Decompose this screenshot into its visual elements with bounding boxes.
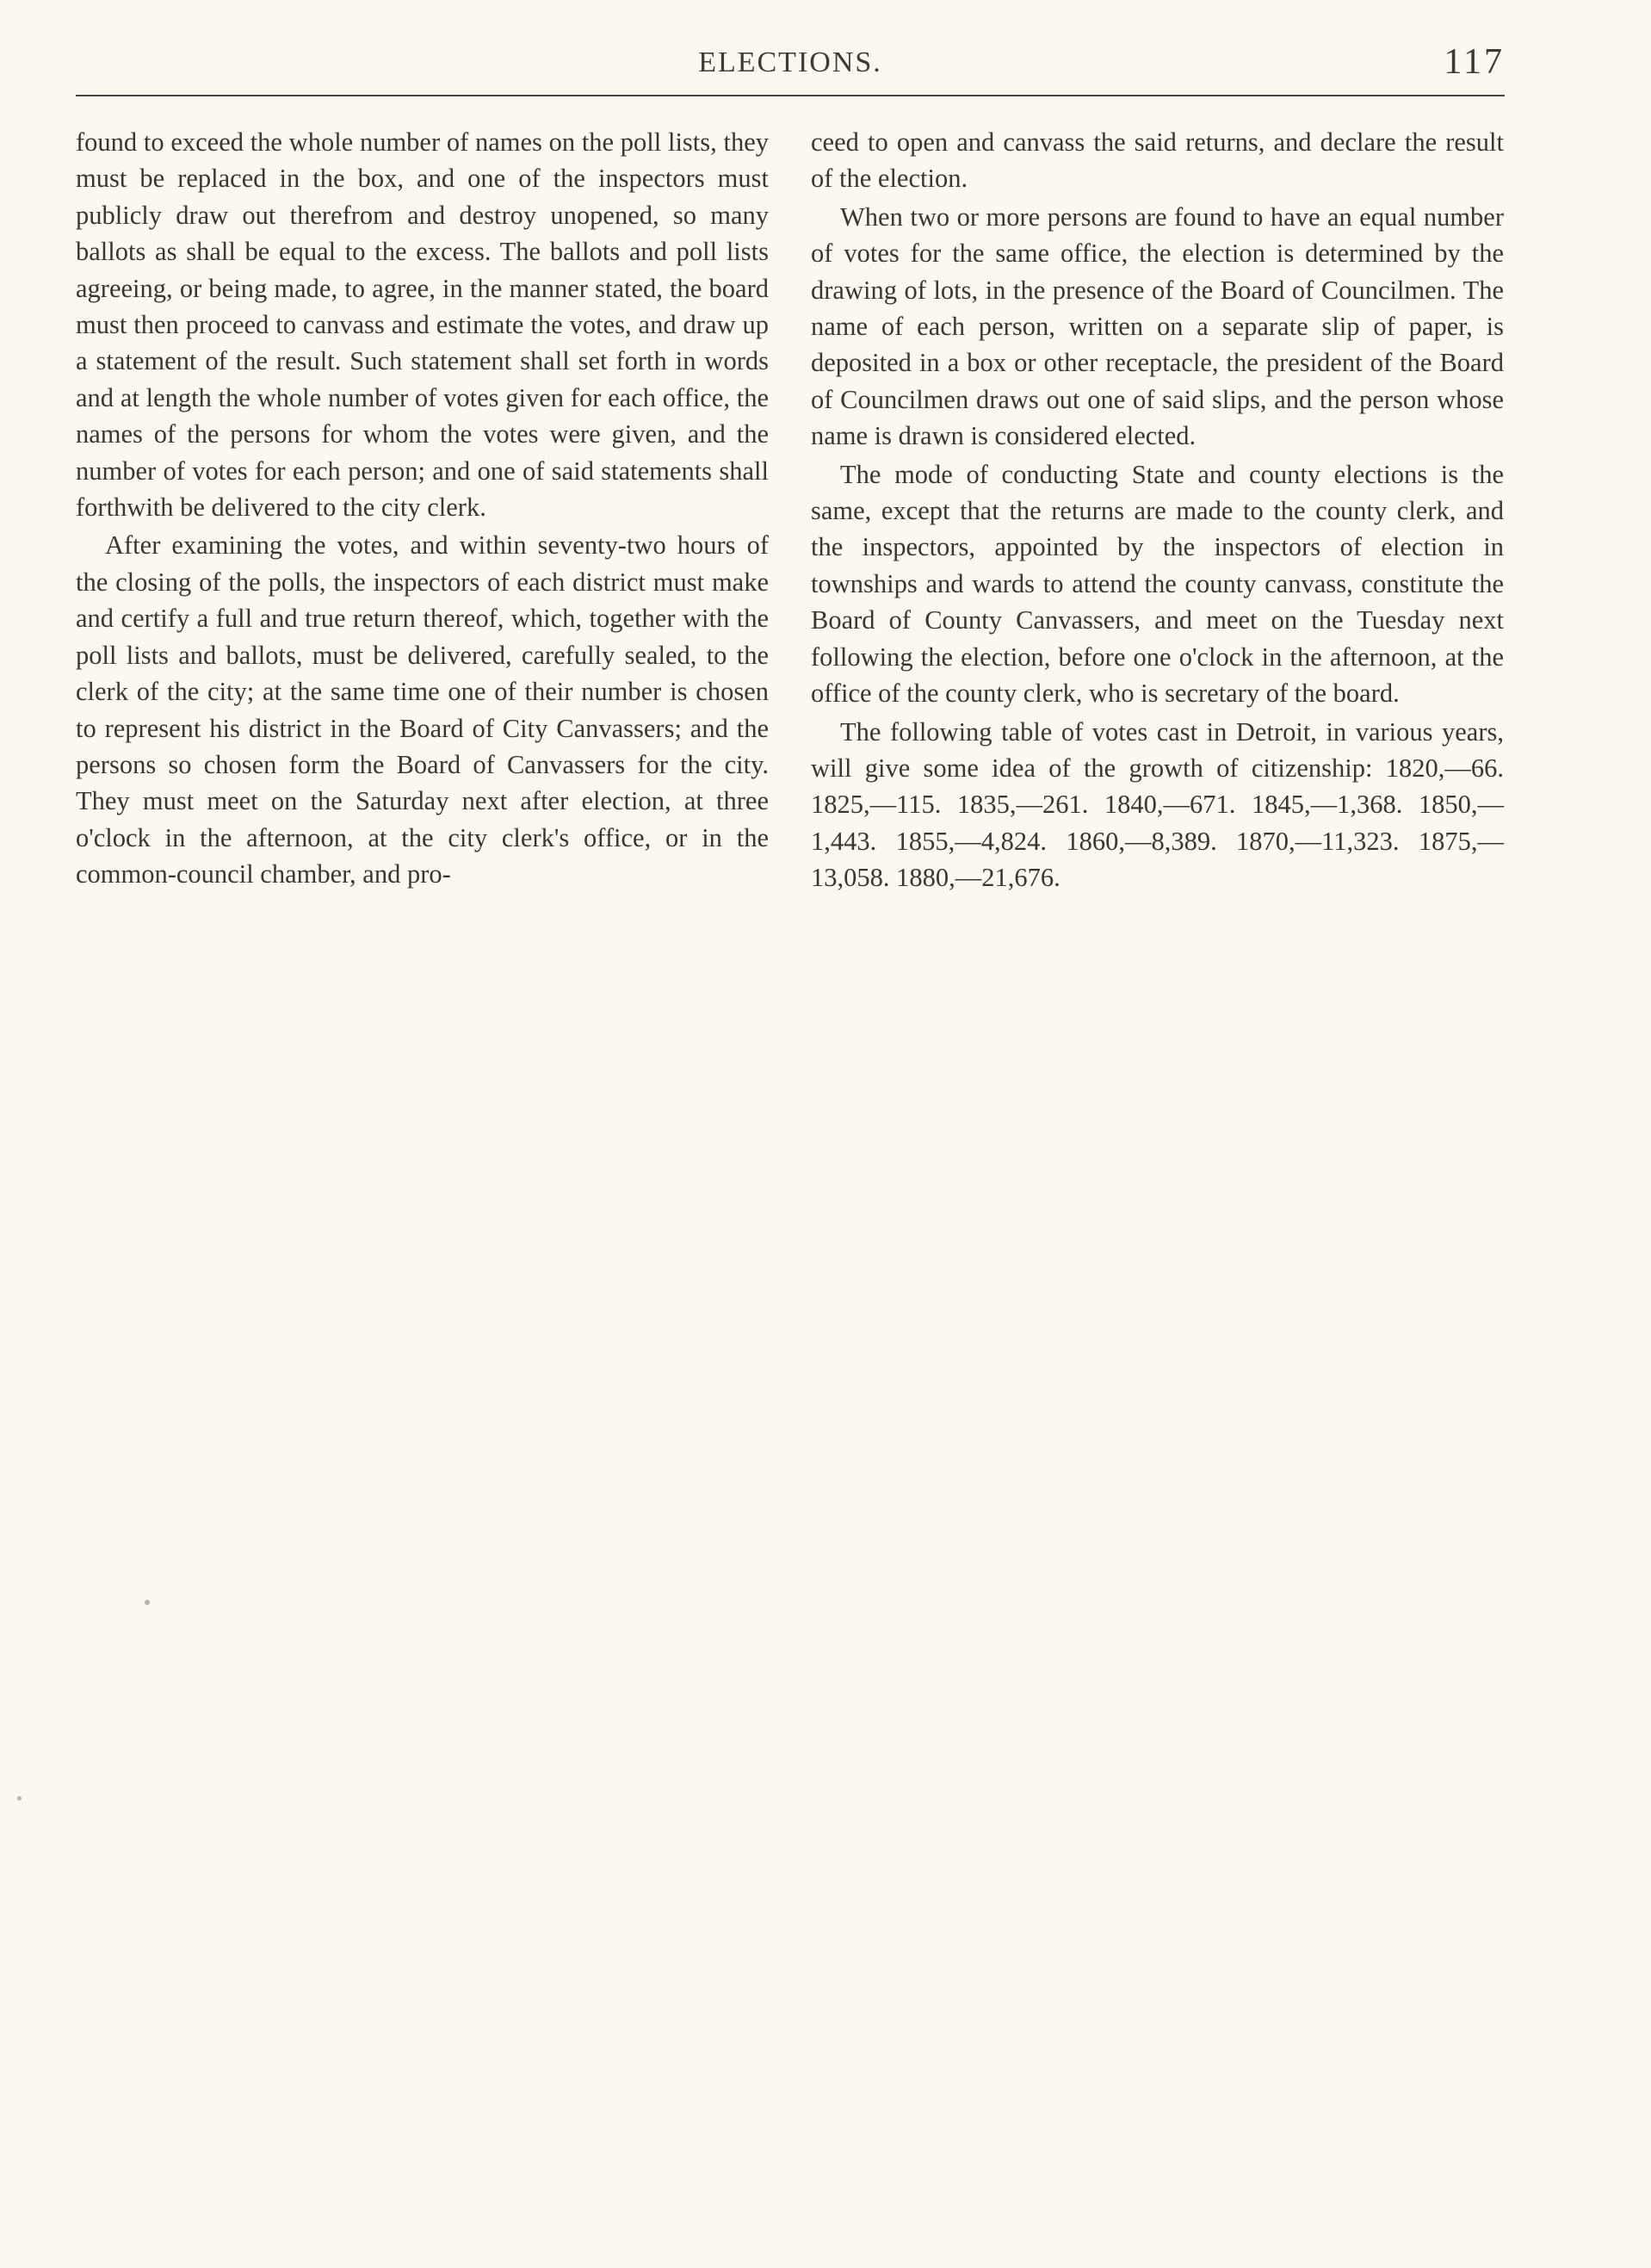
- paper-speck: [145, 1600, 150, 1605]
- page-header: [76, 41, 1505, 93]
- paragraph-continued: found to exceed the whole number of names on the poll lists, they must be replaced in the box, and one of the inspectors must publicly draw out therefrom and destroy unopened, so many ballots as shall be equal to the excess. The ballots and poll lists agreeing, or being made, to agree, in the manner stated, the board must then proceed to canvass and estimate the votes, and draw up a statement of the result. Such statement shall set forth in words and at length the whole number of votes given for each office, the names of the persons for whom the votes were given, and the number of votes for each person; and one of said statements shall forthwith be delivered to the city clerk.: [76, 127, 769, 523]
- paragraph-canvass-return: After examining the votes, and within seventy-two hours of the closing of the polls, the inspectors of each district must make and certify a full and true return thereof, which, together with the poll lists and ballots, must be delivered, carefully sealed, to the clerk of the city; at the same time one of their number is chosen to represent his district in the Board of City Canvassers; and the persons so chosen form the Board of Canvassers for the city. They must meet on the Saturday next after election, at three o'clock in the afternoon, at the city clerk's office, or in the common-council chamber, and pro-: [76, 530, 769, 889]
- paragraph-continued: ceed to open and canvass the said returns, and declare the result of the election.: [811, 127, 1504, 194]
- paper-speck: [17, 1796, 22, 1800]
- right-column: [811, 124, 1504, 896]
- paragraph-votes-cast-table: The following table of votes cast in Detroit, in various years, will give some idea of the growth of citizenship: 1820,—66. 1825,—115. 1835,—261. 1840,—671. 1845,—1,368. 1850,—1,443. 1855,—4,824. 1860,—8,389. 1870,—11,323. 1875,—13,058. 1880,—21,676.: [811, 716, 1504, 893]
- running-head: ELECTIONS.: [698, 46, 882, 78]
- paragraph-tie-votes: When two or more persons are found to have an equal number of votes for the same office, the election is determined by the drawing of lots, in the presence of the Board of Councilmen. The name of each person, written on a separate slip of paper, is deposited in a box or other receptacle, the president of the Board of Councilmen draws out one of said slips, and the person whose name is drawn is considered elected.: [811, 201, 1504, 451]
- page-number: 117: [1444, 42, 1505, 82]
- header-rule: [76, 95, 1505, 96]
- left-column: [76, 124, 769, 893]
- paragraph-state-county-elections: The mode of conducting State and county elections is the same, except that the returns are made to the county clerk, and the inspectors, appointed by the inspectors of election in townships and wards to attend the county canvass, constitute the Board of County Canvassers, and meet on the Tuesday next following the election, before one o'clock in the afternoon, at the office of the county clerk, who is secretary of the board.: [811, 459, 1504, 709]
